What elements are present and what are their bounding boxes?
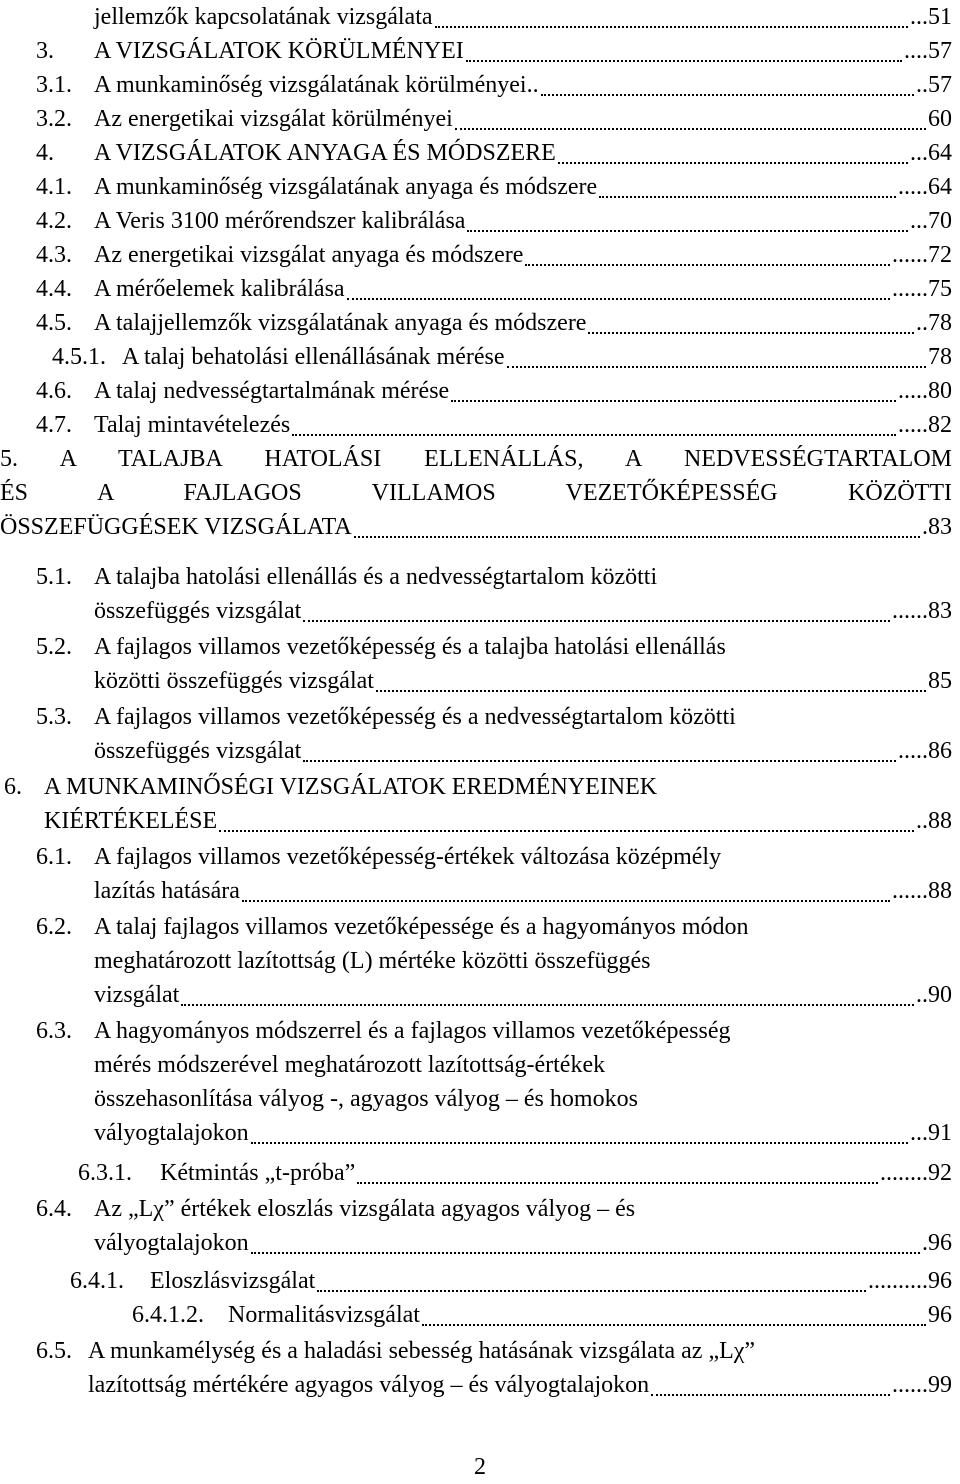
toc-entry-title-line: KIÉRTÉKELÉSE: [44, 808, 218, 834]
dot-leader: [507, 366, 927, 368]
dot-leader: [376, 690, 926, 692]
toc-entry[interactable]: [36, 170, 952, 204]
toc-page-number: ...51: [910, 4, 952, 30]
toc-entry-title-line: ÉS A FAJLAGOS VILLAMOS VEZETŐKÉPESSÉG KÖZÖTTI: [0, 480, 952, 506]
toc-entry-title-line: A fajlagos villamos vezetőképesség és a talajba hatolási ellenállás: [94, 634, 726, 660]
toc-entry-title-line: A munkamélység és a haladási sebesség hatásának vizsgálata az „Lχ”: [88, 1338, 756, 1364]
dot-leader: [599, 196, 896, 198]
toc-entry-title-line: vályogtalajokon: [94, 1120, 249, 1146]
toc-entry-title-line: összefüggés vizsgálat: [94, 738, 302, 764]
toc-entry-title: Talaj mintavételezés: [94, 412, 291, 438]
toc-entry-number: 4.6.: [36, 378, 72, 404]
toc-entry[interactable]: [36, 34, 952, 68]
toc-entry-number: 6.3.1.: [78, 1160, 132, 1186]
toc-page-number: .....80: [898, 378, 952, 404]
dot-leader: [317, 1290, 866, 1292]
dot-leader: [303, 760, 896, 762]
dot-leader: [251, 1142, 908, 1144]
toc-entry-title: A VIZSGÁLATOK KÖRÜLMÉNYEI: [94, 38, 464, 64]
toc-entry-title: A Veris 3100 mérőrendszer kalibrálása: [94, 208, 466, 234]
toc-page-number: ..........96: [868, 1268, 952, 1294]
toc-page-number: ..78: [916, 310, 952, 336]
toc-entry-number: 3.: [36, 38, 54, 64]
toc-entry-number: 4.3.: [36, 242, 72, 268]
toc-entry-title: A mérőelemek kalibrálása: [94, 276, 345, 302]
toc-entry[interactable]: [94, 0, 952, 34]
dot-leader: [467, 230, 908, 232]
toc-entry[interactable]: [36, 1192, 952, 1260]
toc-page-number: 60: [928, 106, 952, 132]
dot-leader: [292, 434, 896, 436]
toc-page-number: 78: [928, 344, 952, 370]
toc-entry[interactable]: [36, 102, 952, 136]
toc-entry[interactable]: [70, 1264, 952, 1298]
toc-entry[interactable]: [36, 840, 952, 908]
toc-page-number: ......99: [892, 1372, 952, 1398]
toc-entry-number: 4.7.: [36, 412, 72, 438]
toc-entry-title: Az energetikai vizsgálat körülményei: [94, 106, 453, 132]
toc-entry-title: Eloszlásvizsgálat: [150, 1268, 316, 1294]
toc-entry[interactable]: [36, 204, 952, 238]
dot-leader: [422, 1324, 926, 1326]
toc-entry[interactable]: [36, 408, 952, 442]
toc-entry-number: 5.1.: [36, 564, 72, 590]
dot-leader: [558, 162, 908, 164]
toc-entry[interactable]: [36, 630, 952, 698]
dot-leader: [357, 1182, 878, 1184]
toc-entry-title-line: vályogtalajokon: [94, 1230, 249, 1256]
toc-entry-number: 6.4.1.: [70, 1268, 124, 1294]
dot-leader: [455, 128, 926, 130]
toc-entry-title-line: A talajba hatolási ellenállás és a nedvességtartalom közötti: [94, 564, 658, 590]
toc-entry[interactable]: [36, 910, 952, 1012]
toc-entry-number: 6.2.: [36, 914, 72, 940]
toc-entry[interactable]: [132, 1298, 952, 1332]
toc-entry-title-line: A hagyományos módszerrel és a fajlagos villamos vezetőképesség: [94, 1018, 731, 1044]
toc-entry[interactable]: [36, 238, 952, 272]
toc-entry-number: 3.1.: [36, 72, 72, 98]
toc-entry[interactable]: [36, 700, 952, 768]
toc-entry-number: 6.5.: [36, 1338, 72, 1364]
dot-leader: [303, 620, 890, 622]
toc-entry[interactable]: [36, 306, 952, 340]
toc-entry-title-line: Az „Lχ” értékek eloszlás vizsgálata agyagos vályog – és: [94, 1196, 636, 1222]
toc-entry-number: 4.5.: [36, 310, 72, 336]
toc-entry-number: 5.: [0, 446, 18, 472]
toc-page-number: .....64: [898, 174, 952, 200]
dot-leader: [466, 60, 902, 62]
toc-entry-number: 6.3.: [36, 1018, 72, 1044]
toc-entry-title-line: A MUNKAMINŐSÉGI VIZSGÁLATOK EREDMÉNYEINEK: [44, 774, 658, 800]
toc-page-number: ..88: [916, 808, 952, 834]
toc-entry-title-line: A fajlagos villamos vezetőképesség és a nedvességtartalom közötti: [94, 704, 736, 730]
toc-entry-title: jellemzők kapcsolatának vizsgálata: [94, 4, 433, 30]
dot-leader: [451, 400, 896, 402]
toc-entry[interactable]: [0, 442, 952, 544]
toc-entry-title-line: közötti összefüggés vizsgálat: [94, 668, 374, 694]
toc-entry-title: A munkaminőség vizsgálatának anyaga és módszere: [94, 174, 598, 200]
toc-page-number: ...64: [910, 140, 952, 166]
toc-entry[interactable]: [36, 374, 952, 408]
toc-entry-title: A talajjellemzők vizsgálatának anyaga és módszere: [94, 310, 587, 336]
dot-leader: [242, 900, 890, 902]
toc-entry-title-line: lazítottság mértékére agyagos vályog – és vályogtalajokon: [88, 1372, 650, 1398]
toc-entry-title: A talaj nedvességtartalmának mérése: [94, 378, 450, 404]
toc-entry-number: 5.2.: [36, 634, 72, 660]
toc-entry-number: 6.4.: [36, 1196, 72, 1222]
toc-entry-number: 4.: [36, 140, 54, 166]
toc-page-number: ......88: [892, 878, 952, 904]
toc-entry-number: 3.2.: [36, 106, 72, 132]
dot-leader: [588, 332, 914, 334]
dot-leader: [181, 1004, 914, 1006]
toc-entry[interactable]: [52, 340, 952, 374]
toc-entry-title: A munkaminőség vizsgálatának körülményei..: [94, 72, 539, 98]
toc-entry[interactable]: [36, 136, 952, 170]
toc-entry-title: Normalitásvizsgálat: [228, 1302, 420, 1328]
toc-entry[interactable]: [36, 272, 952, 306]
toc-page-number: ......83: [892, 598, 952, 624]
toc-entry-title-line: vizsgálat: [94, 982, 180, 1008]
toc-entry-title-line: A talaj fajlagos villamos vezetőképessége és a hagyományos módon: [94, 914, 749, 940]
dot-leader: [219, 830, 914, 832]
toc-page-number: 96: [928, 1302, 952, 1328]
toc-page-number: .....82: [898, 412, 952, 438]
toc-entry[interactable]: [78, 1156, 952, 1190]
toc-page-number: .....86: [898, 738, 952, 764]
toc-entry-title: A talaj behatolási ellenállásának mérése: [122, 344, 505, 370]
dot-leader: [435, 26, 908, 28]
toc-page-number: ....57: [904, 38, 952, 64]
toc-page-number: ......72: [892, 242, 952, 268]
toc-page-number: .83: [922, 514, 952, 540]
toc-entry[interactable]: [36, 1014, 952, 1150]
toc-entry[interactable]: [4, 770, 952, 838]
toc-page-number: ..57: [916, 72, 952, 98]
toc-entry-number: 4.5.1.: [52, 344, 106, 370]
dot-leader: [525, 264, 890, 266]
toc-entry-number: 4.4.: [36, 276, 72, 302]
toc-entry-title-line: ÖSSZEFÜGGÉSEK VIZSGÁLATA: [0, 514, 352, 540]
dot-leader: [347, 298, 890, 300]
toc-page-number: ...70: [910, 208, 952, 234]
toc-entry-title-line: összefüggés vizsgálat: [94, 598, 302, 624]
toc-entry-number: 6.1.: [36, 844, 72, 870]
dot-leader: [651, 1394, 890, 1396]
toc-page-number: ........92: [880, 1160, 952, 1186]
toc-entry[interactable]: [36, 560, 952, 628]
toc-page-number: ......75: [892, 276, 952, 302]
dot-leader: [354, 536, 920, 538]
toc-entry-title-line: 5. A TALAJBA HATOLÁSI ELLENÁLLÁS, A NEDVESSÉGTARTALOM: [0, 446, 952, 472]
toc-entry-title-line: meghatározott lazítottság (L) mértéke közötti összefüggés: [94, 948, 651, 974]
toc-entry-number: 6.: [4, 774, 22, 800]
toc-entry-number: 5.3.: [36, 704, 72, 730]
toc-entry-title: A VIZSGÁLATOK ANYAGA ÉS MÓDSZERE: [94, 140, 556, 166]
toc-entry-title-line: összehasonlítása vályog -, agyagos vályog – és homokos: [94, 1086, 638, 1112]
toc-entry-title: Az energetikai vizsgálat anyaga és módszere: [94, 242, 524, 268]
toc-page-number: ..90: [916, 982, 952, 1008]
toc-entry-number: 6.4.1.2.: [132, 1302, 204, 1328]
toc-entry[interactable]: [36, 1334, 952, 1402]
toc-entry-number: 4.1.: [36, 174, 72, 200]
dot-leader: [251, 1252, 920, 1254]
toc-entry-number: 4.2.: [36, 208, 72, 234]
toc-page-number: ...91: [910, 1120, 952, 1146]
toc-entry[interactable]: [36, 68, 952, 102]
page-number: 2: [474, 1454, 486, 1480]
toc-page-number: .96: [922, 1230, 952, 1256]
t-probe-title: Kétmintás „t-próba”: [160, 1160, 356, 1186]
toc-entry-title-line: A fajlagos villamos vezetőképesség-értékek változása középmély: [94, 844, 722, 870]
dot-leader: [541, 94, 914, 96]
toc-entry-title-line: mérés módszerével meghatározott lazítottság-értékek: [94, 1052, 606, 1078]
toc-page-number: 85: [928, 668, 952, 694]
toc-entry-title: [160, 1156, 355, 1190]
toc-entry-title-line: lazítás hatására: [94, 878, 240, 904]
